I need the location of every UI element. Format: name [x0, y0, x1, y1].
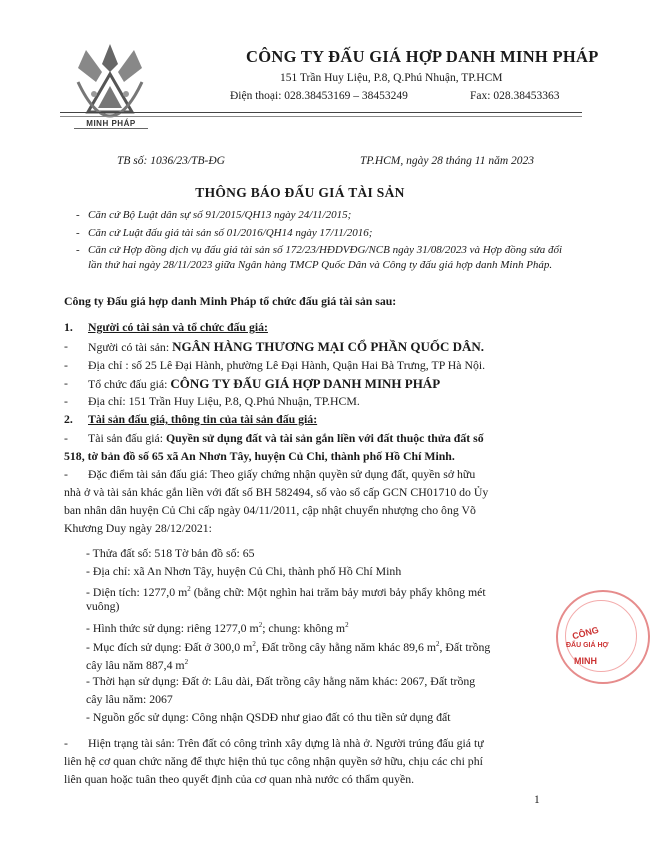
- purpose-info-cont: cây lâu năm 887,4 $m^2$: [86, 657, 189, 672]
- page-number: 1: [534, 794, 540, 806]
- area-info: - Diện tích: 1277,0 $m^2$ (bằng chữ: Một nghìn hai trăm bảy mươi bảy phẩy không mét: [86, 584, 486, 599]
- company-address: 151 Trần Huy Liệu, P.8, Q.Phú Nhuận, TP.HCM: [280, 72, 503, 84]
- document-title: THÔNG BÁO ĐẤU GIÁ TÀI SẢN: [195, 185, 405, 200]
- features-line: ban nhân dân huyện Củ Chi cấp ngày 04/11/2011, cập nhật chuyển nhượng cho ông Võ: [64, 503, 476, 517]
- status-line: liên quan hoặc tuân theo quyết định của cơ quan nhà nước có thẩm quyền.: [64, 772, 415, 786]
- term-info-cont: cây lâu năm: 2067: [86, 692, 173, 706]
- plot-info: - Thửa đất số: 518 Tờ bản đồ số: 65: [86, 546, 255, 560]
- header-divider-thin: [60, 116, 582, 117]
- basis-item: - Căn cứ Hợp đồng dịch vụ đấu giá tài sản số 172/23/HĐDVĐG/NCB ngày 31/08/2023 và Hợp đồng sửa đổi lần thứ hai ngày 28/11/2023 giữa Ngân hàng TMCP Quốc Dân và Công ty đấu giá hợp danh Minh Pháp.: [76, 244, 563, 271]
- status-line: liên hệ cơ quan chức năng để thực hiện thủ tục công nhận quyền sở hữu, chịu các chi phí: [64, 754, 483, 768]
- intro-statement: Công ty Đấu giá hợp danh Minh Pháp tổ chức đấu giá tài sản sau:: [64, 294, 397, 308]
- company-logo-icon: [74, 42, 146, 120]
- company-phone: Điện thoại: 028.38453169 – 38453249: [230, 90, 408, 102]
- company-fax: Fax: 028.38453363: [470, 90, 560, 102]
- stamp-text: MINH: [574, 656, 597, 666]
- header-divider: [60, 112, 582, 113]
- document-date: TP.HCM, ngày 28 tháng 11 năm 2023: [360, 155, 534, 167]
- stamp-text: ĐẤU GIÁ HỢ: [566, 642, 609, 649]
- company-name: CÔNG TY ĐẤU GIÁ HỢP DANH MINH PHÁP: [246, 47, 599, 66]
- stamp-text: CÔNG: [571, 624, 600, 642]
- features-line: nhà ở và tài sản khác gắn liền với đất số BH 582494, số vào sổ cấp GCN CH01710 do Ủy: [64, 485, 489, 499]
- area-info-cont: vuông): [86, 599, 120, 613]
- reference-number: TB số: 1036/23/TB-ĐG: [117, 155, 225, 167]
- location-info: - Địa chỉ: xã An Nhơn Tây, huyện Củ Chi, thành phố Hồ Chí Minh: [86, 564, 402, 578]
- basis-item: - Căn cứ Bộ Luật dân sự số 91/2015/QH13 ngày 24/11/2015;: [76, 209, 352, 221]
- term-info: - Thời hạn sử dụng: Đất ở: Lâu dài, Đất trồng cây hằng năm khác: 2067, Đất trồng: [86, 674, 476, 688]
- basis-item: - Căn cứ Luật đấu giá tài sản số 01/2016/QH14 ngày 17/11/2016;: [76, 227, 373, 239]
- logo-wordmark: MINH PHÁP: [86, 119, 136, 128]
- purpose-info: - Mục đích sử dụng: Đất ở 300,0 $m^2$, Đất trồng cây hằng năm khác 89,6 $m^2$, Đất trồng: [86, 639, 491, 654]
- usage-form-info: - Hình thức sử dụng: riêng 1277,0 $m^2$; chung: không $m^2$: [86, 620, 349, 635]
- asset-line-cont: 518, tờ bản đồ số 65 xã An Nhơn Tây, huyện Củ Chi, thành phố Hồ Chí Minh.: [64, 449, 455, 463]
- origin-info: - Nguồn gốc sử dụng: Công nhận QSDĐ như giao đất có thu tiền sử dụng đất: [86, 710, 451, 724]
- features-line: Khương Duy ngày 28/12/2021:: [64, 521, 212, 535]
- company-contact: [230, 90, 582, 102]
- logo-underline: [74, 128, 148, 132]
